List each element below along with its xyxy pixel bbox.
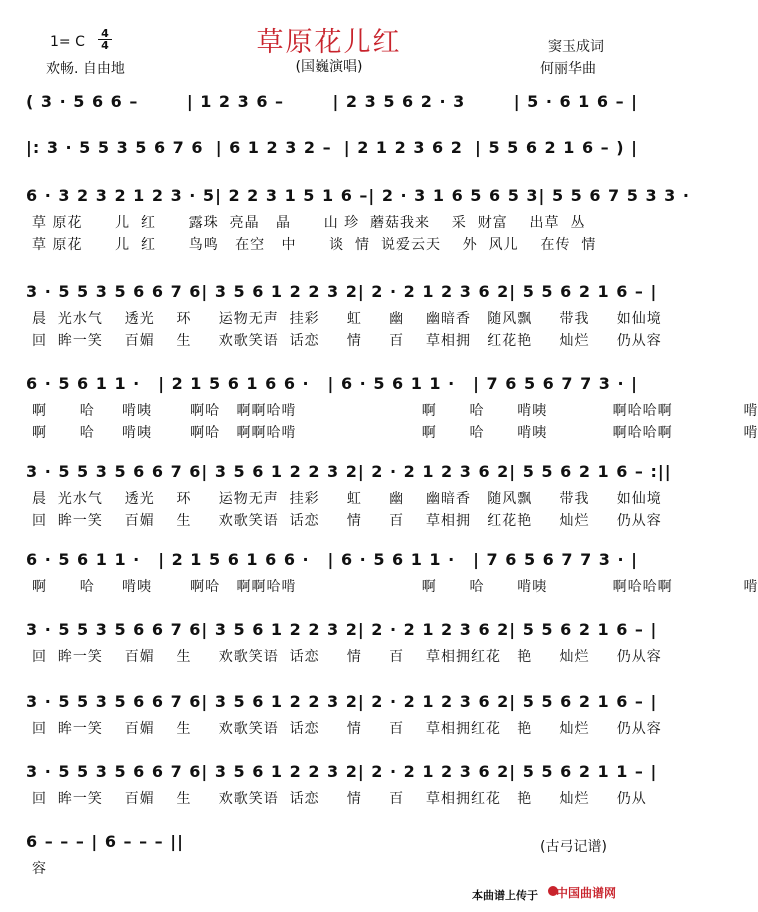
lyric-line: 回 眸一笑 百媚 生 欢歌笑语 话恋 情 百 草相拥 红花艳 灿烂 仍从容 [32, 333, 662, 349]
notation-measure: | 2 · 3 1 6 5 6 5 3 [368, 186, 539, 205]
meter-top: 4 [101, 27, 109, 40]
notation-measure: | 1 2 3 6 – [186, 92, 285, 111]
meter-bottom: 4 [98, 39, 112, 51]
notation-row [26, 374, 638, 393]
lyric-line: 草 原花 儿 红 露珠 亮晶 晶 山 珍 蘑菇我来 采 财富 出草 丛 [32, 215, 586, 231]
lyric-line: 晨 光水气 透光 环 运物无声 挂彩 虹 幽 幽暗香 随风飘 带我 如仙境 [32, 491, 662, 507]
notation-measure: | 5 5 6 2 1 6 – | [509, 692, 658, 711]
notation-measure: | 2 3 5 6 2 · 3 [332, 92, 466, 111]
site-logo: 中国曲谱网 [556, 886, 617, 900]
notation-measure: ( 3 · 5 6 6 – [26, 92, 139, 111]
notation-row [26, 692, 658, 711]
lyric-line: 回 眸一笑 百媚 生 欢歌笑语 话恋 情 百 草相拥红花 艳 灿烂 仍从 [32, 791, 647, 807]
composer: 何丽华曲 [540, 61, 596, 77]
notation-measure: 3 · 5 5 3 5 6 6 7 6 [26, 282, 202, 301]
notation-row [26, 620, 658, 639]
notation-row [26, 832, 216, 851]
notation-measure: | 6 · 5 6 1 1 · [327, 550, 456, 569]
notation-measure: | 3 5 6 1 2 2 3 2 [201, 762, 358, 781]
notation-measure: | 2 1 5 6 1 6 6 · [158, 550, 310, 569]
lyric-line: 啊 哈 啃咦 啊哈 啊啊哈啃 啊 哈 啃咦 啊哈哈啊 啃 [32, 403, 758, 419]
lyric-line: 回 眸一笑 百媚 生 欢歌笑语 话恋 情 百 草相拥红花 艳 灿烂 仍从容 [32, 721, 662, 737]
song-title: 草原花儿红 [256, 27, 402, 58]
notation-measure: | 5 5 6 2 1 6 – :|| [509, 462, 672, 481]
notation-row [26, 462, 672, 481]
notation-measure: | 5 · 6 1 6 – | [513, 92, 638, 111]
notation-measure: | 2 1 2 3 6 2 [343, 138, 463, 157]
notation-measure: 3 · 5 5 3 5 6 6 7 6 [26, 620, 202, 639]
notation-measure: | 7 6 5 6 7 7 3 · | [473, 550, 638, 569]
notation-measure: 6 · 5 6 1 1 · [26, 550, 141, 569]
notation-measure: | 5 5 6 2 1 1 – | [509, 762, 658, 781]
lyric-line: 草 原花 儿 红 鸟鸣 在空 中 谈 情 说爱云天 外 风儿 在传 情 [32, 237, 597, 253]
notation-row [26, 92, 638, 111]
notation-measure: | 2 · 2 1 2 3 6 2 [357, 620, 510, 639]
lyric-line: 回 眸一笑 百媚 生 欢歌笑语 话恋 情 百 草相拥红花 艳 灿烂 仍从容 [32, 649, 662, 665]
notation-row [26, 762, 658, 781]
lyric-line: 回 眸一笑 百媚 生 欢歌笑语 话恋 情 百 草相拥 红花艳 灿烂 仍从容 [32, 513, 662, 529]
notation-measure: | 3 5 6 1 2 2 3 2 [201, 692, 358, 711]
notation-measure: 3 · 5 5 3 5 6 6 7 6 [26, 462, 202, 481]
notation-measure: | 5 5 6 2 1 6 – ) | [475, 138, 638, 157]
notation-measure: 6 · 3 2 3 2 1 2 3 · 5 [26, 186, 216, 205]
lyricist: 窦玉成词 [548, 39, 604, 55]
notation-row [26, 138, 638, 157]
lyric-line: 啊 哈 啃咦 啊哈 啊啊哈啃 啊 哈 啃咦 啊哈哈啊 啃 [32, 579, 758, 595]
notation-measure: | 2 · 2 1 2 3 6 2 [357, 762, 510, 781]
notation-measure: | 2 2 3 1 5 1 6 – [215, 186, 369, 205]
lyric-line: 啊 哈 啃咦 啊哈 啊啊哈啃 啊 哈 啃咦 啊哈哈啊 啃 [32, 425, 758, 441]
notation-measure: 3 · 5 5 3 5 6 6 7 6 [26, 692, 202, 711]
notation-measure: | 3 5 6 1 2 2 3 2 [201, 620, 358, 639]
notation-row [26, 550, 638, 569]
notation-measure: | 6 · 5 6 1 1 · [327, 374, 456, 393]
notation-measure: | 5 5 6 2 1 6 – | [509, 282, 658, 301]
notation-measure: | 2 1 5 6 1 6 6 · [158, 374, 310, 393]
tempo-marking: 欢畅. 自由地 [46, 61, 125, 77]
upload-note: 本曲谱上传于 [472, 889, 538, 902]
notation-measure: | 6 1 2 3 2 – [215, 138, 332, 157]
notation-measure: | 7 6 5 6 7 7 3 · | [473, 374, 638, 393]
notation-measure: | 2 · 2 1 2 3 6 2 [357, 282, 510, 301]
notation-measure: 6 – – – | 6 – – – || [26, 832, 184, 851]
lyric-line: 晨 光水气 透光 环 运物无声 挂彩 虹 幽 幽暗香 随风飘 带我 如仙境 [32, 311, 662, 327]
notation-measure: | 2 · 2 1 2 3 6 2 [357, 692, 510, 711]
notation-measure: | 3 5 6 1 2 2 3 2 [201, 282, 358, 301]
key-signature: 1= C [50, 34, 85, 50]
performer-note: (国巍演唱) [295, 59, 363, 75]
transcriber-credit: (古弓记谱) [540, 839, 607, 855]
lyric-line: 容 [32, 861, 47, 877]
notation-measure: | 5 5 6 7 5 3 3 · [538, 186, 690, 205]
notation-measure: |: 3 · 5 5 3 5 6 7 6 [26, 138, 204, 157]
notation-measure: | 3 5 6 1 2 2 3 2 [201, 462, 358, 481]
notation-measure: 6 · 5 6 1 1 · [26, 374, 141, 393]
notation-row [26, 282, 658, 301]
notation-measure: 3 · 5 5 3 5 6 6 7 6 [26, 762, 202, 781]
notation-measure: | 5 5 6 2 1 6 – | [509, 620, 658, 639]
notation-measure: | 2 · 2 1 2 3 6 2 [357, 462, 510, 481]
notation-row [26, 186, 690, 205]
